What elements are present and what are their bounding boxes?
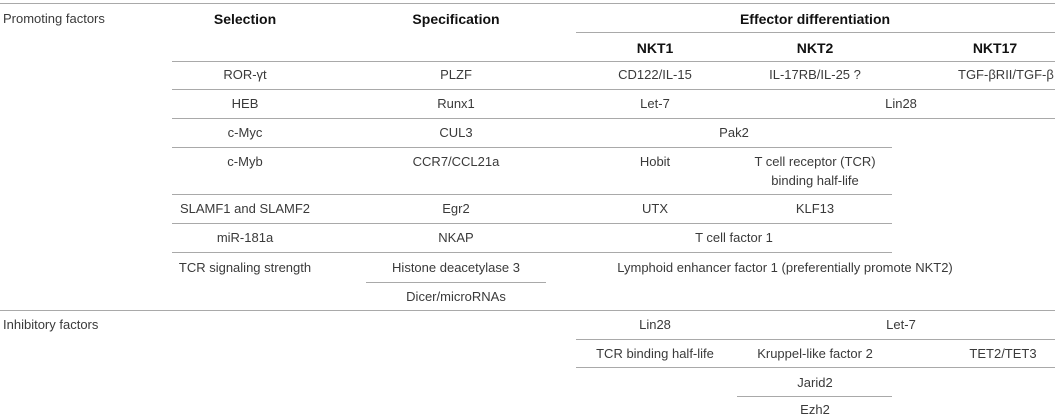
rule-hdac-divider bbox=[366, 282, 546, 283]
cell-selection: c-Myb bbox=[227, 154, 263, 169]
rule-row-1 bbox=[172, 89, 1055, 90]
cell-nkt1: Let-7 bbox=[640, 96, 670, 111]
cell-nkt17: TGF-βRII/TGF-β bbox=[958, 67, 1054, 82]
header-specification: Specification bbox=[412, 11, 500, 27]
header-nkt17: NKT17 bbox=[972, 40, 1018, 56]
rule-section-divider bbox=[0, 310, 1055, 311]
cell-nkt2-nkt17: Let-7 bbox=[886, 317, 916, 332]
header-effector-differentiation: Effector differentiation bbox=[739, 11, 891, 27]
cell-selection: miR-181a bbox=[216, 230, 274, 245]
cell-nkt2: IL-17RB/IL-25 ? bbox=[769, 67, 861, 82]
cell-selection: ROR-γt bbox=[223, 67, 267, 82]
cell-nkt1-nkt2: Pak2 bbox=[719, 125, 749, 140]
header-nkt2: NKT2 bbox=[796, 40, 834, 56]
section-inhibitory-factors: Inhibitory factors bbox=[3, 317, 99, 332]
rule-row-5 bbox=[172, 223, 892, 224]
cell-nkt1-nkt2: T cell factor 1 bbox=[695, 230, 773, 245]
cell-selection: HEB bbox=[231, 96, 259, 111]
cell-selection: SLAMF1 and SLAMF2 bbox=[179, 201, 311, 216]
cell-nkt2: Ezh2 bbox=[800, 402, 830, 417]
cell-nkt1: CD122/IL-15 bbox=[618, 67, 692, 82]
cell-nkt1: Hobit bbox=[639, 154, 671, 169]
cell-nkt2-line1: T cell receptor (TCR) bbox=[754, 154, 876, 169]
cell-nkt2: Kruppel-like factor 2 bbox=[757, 346, 873, 361]
rule-inhib-1 bbox=[576, 339, 1055, 340]
cell-specification: NKAP bbox=[438, 230, 474, 245]
cell-specification: CCR7/CCL21a bbox=[412, 154, 500, 169]
cell-specification: PLZF bbox=[440, 67, 472, 82]
cell-nkt2: KLF13 bbox=[795, 201, 835, 216]
rule-inhib-3 bbox=[737, 396, 892, 397]
cell-selection: TCR signaling strength bbox=[178, 260, 312, 275]
section-promoting-factors: Promoting factors bbox=[3, 11, 105, 26]
cell-selection: c-Myc bbox=[227, 125, 263, 140]
rule-inhib-2 bbox=[576, 367, 1055, 368]
cell-specification: Runx1 bbox=[437, 96, 475, 111]
rule-top bbox=[0, 3, 1055, 4]
rule-header-divider bbox=[576, 32, 1055, 33]
rule-row-4 bbox=[172, 194, 892, 195]
rule-header-bottom bbox=[172, 61, 1055, 62]
cell-nkt17: TET2/TET3 bbox=[969, 346, 1037, 361]
cell-nkt1: UTX bbox=[642, 201, 668, 216]
cell-nkt2-line2: binding half-life bbox=[771, 173, 859, 188]
cell-nkt2: Jarid2 bbox=[797, 375, 833, 390]
cell-specification: CUL3 bbox=[439, 125, 473, 140]
rule-row-2 bbox=[172, 118, 1055, 119]
cell-specification: Histone deacetylase 3 bbox=[392, 260, 520, 275]
cell-nkt1: TCR binding half-life bbox=[596, 346, 714, 361]
rule-row-3 bbox=[172, 147, 892, 148]
cell-specification-secondary: Dicer/microRNAs bbox=[406, 289, 506, 304]
header-selection: Selection bbox=[213, 11, 277, 27]
cell-nkt2-nkt17: Lin28 bbox=[885, 96, 917, 111]
cell-specification: Egr2 bbox=[442, 201, 470, 216]
header-nkt1: NKT1 bbox=[636, 40, 674, 56]
rule-row-6 bbox=[172, 252, 892, 253]
cell-nkt1: Lin28 bbox=[639, 317, 671, 332]
cell-effector-spanning: Lymphoid enhancer factor 1 (preferentially promote NKT2) bbox=[617, 260, 953, 275]
